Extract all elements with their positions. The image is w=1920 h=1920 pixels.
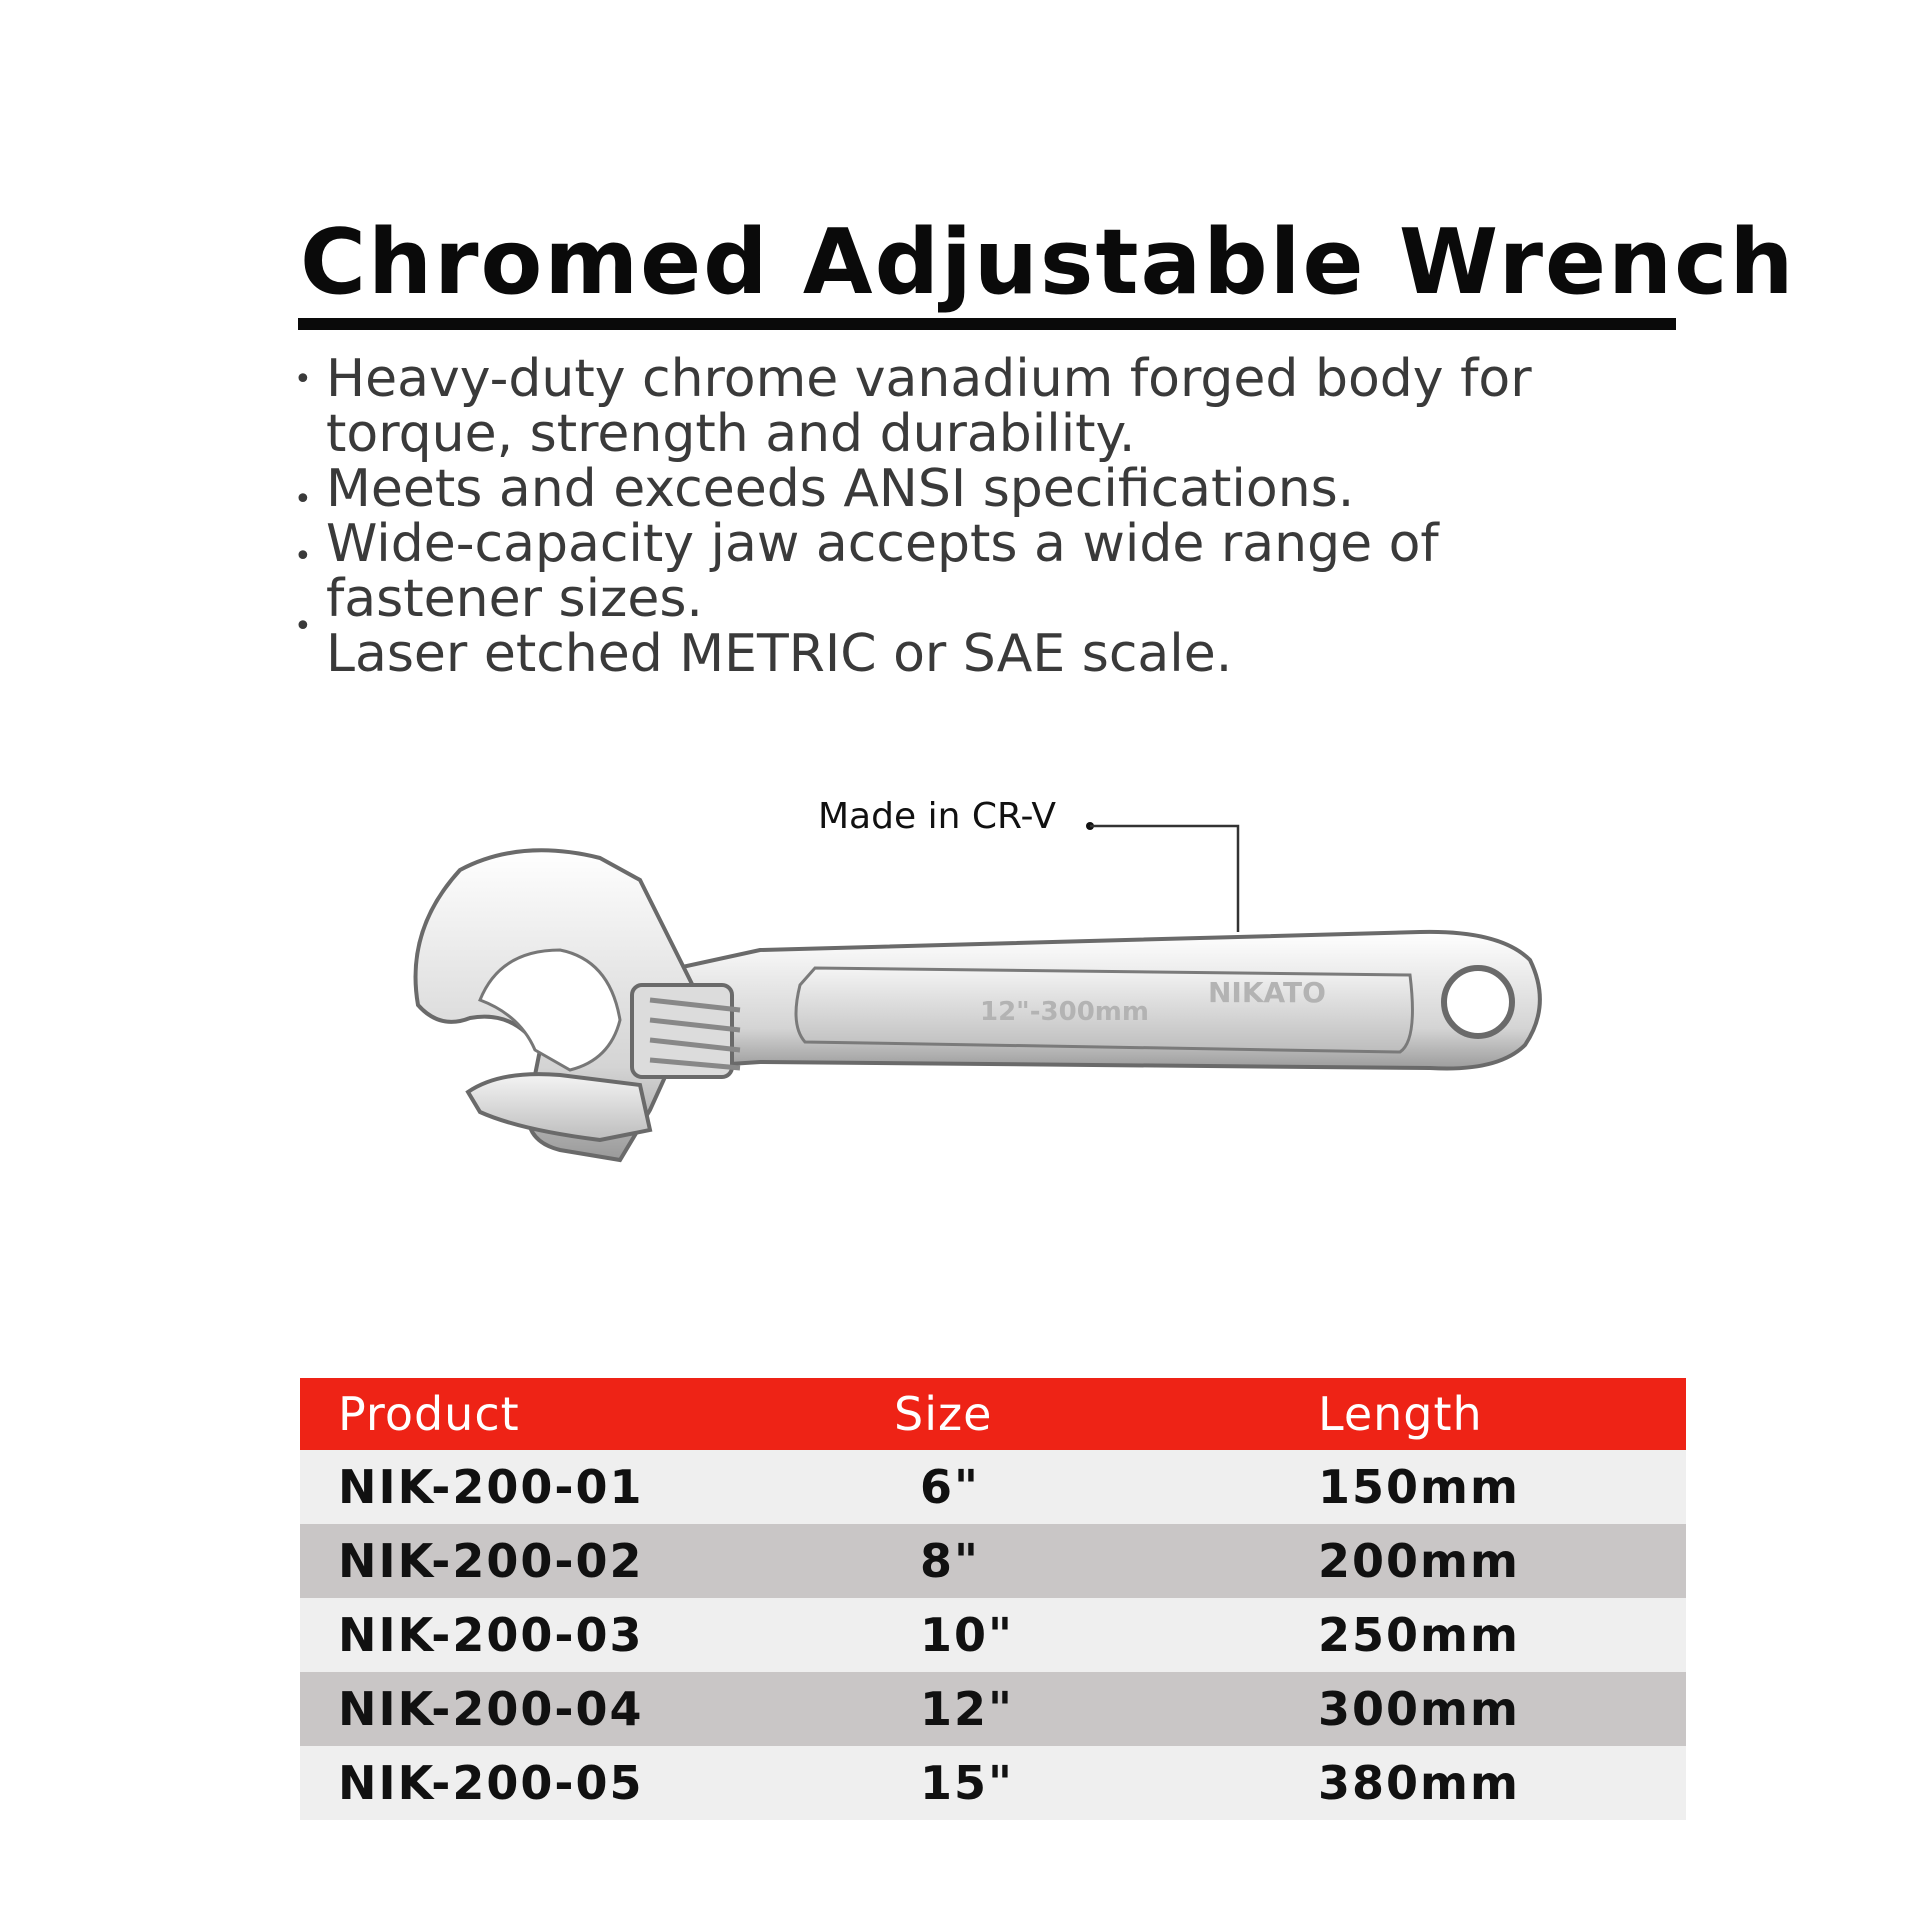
- wrench-image: [400, 780, 1560, 1200]
- cell-length: 150mm: [1318, 1450, 1686, 1524]
- cell-size: [894, 1450, 1318, 1524]
- feature-text: Heavy-duty chrome vanadium forged body for: [326, 349, 1532, 409]
- table-row: [300, 1450, 1686, 1524]
- cell-product: NIK-200-02: [300, 1524, 894, 1598]
- cell-length: 300mm: [1318, 1672, 1686, 1746]
- page-title: Chromed Adjustable Wrench: [300, 210, 1796, 315]
- callout-label: Made in CR-V: [818, 796, 1057, 837]
- title-underline: [298, 318, 1676, 330]
- bullet-icon: •: [294, 362, 312, 397]
- cell-product: NIK-200-03: [300, 1598, 894, 1672]
- cell-length: 380mm: [1318, 1746, 1686, 1820]
- cell-size: [894, 1746, 1318, 1820]
- feature-text: Wide-capacity jaw accepts a wide range of: [326, 514, 1439, 574]
- cell-size-value: 6": [920, 1460, 980, 1514]
- bullet-icon: •: [294, 482, 312, 517]
- table-row: [300, 1746, 1686, 1820]
- cell-product: NIK-200-01: [300, 1450, 894, 1524]
- movable-jaw: [468, 1074, 650, 1140]
- cell-size: [894, 1672, 1318, 1746]
- callout-leader: [1090, 826, 1238, 932]
- feature-item: [294, 349, 1694, 464]
- table-header-row: [300, 1378, 1686, 1450]
- cell-length: 200mm: [1318, 1524, 1686, 1598]
- brand-marking: NIKATO: [1208, 976, 1326, 1009]
- feature-item: [294, 459, 1694, 519]
- feature-item: [294, 514, 1694, 629]
- cell-size: [894, 1524, 1318, 1598]
- cell-size-value: 10": [920, 1608, 1014, 1662]
- feature-list: [294, 349, 1694, 684]
- header-size: Size: [894, 1378, 1318, 1450]
- feature-text: Meets and exceeds ANSI specifications.: [326, 459, 1355, 519]
- bullet-icon: •: [294, 539, 312, 574]
- hang-hole: [1444, 968, 1512, 1036]
- feature-text: Laser etched METRIC or SAE scale.: [326, 624, 1233, 684]
- cell-size-value: 15": [920, 1756, 1014, 1810]
- bullet-icon: •: [294, 609, 312, 644]
- cell-length: 250mm: [1318, 1598, 1686, 1672]
- cell-product: NIK-200-05: [300, 1746, 894, 1820]
- header-product: Product: [300, 1378, 894, 1450]
- cell-size-value: 8": [920, 1534, 980, 1588]
- table-row: [300, 1672, 1686, 1746]
- feature-text: torque, strength and durability.: [326, 404, 1136, 464]
- scale-marking: 12"-300mm: [980, 997, 1149, 1027]
- cell-size-value: 12": [920, 1682, 1014, 1736]
- spec-table: [300, 1378, 1686, 1820]
- table-row: [300, 1598, 1686, 1672]
- table-row: [300, 1524, 1686, 1598]
- cell-product: NIK-200-04: [300, 1672, 894, 1746]
- cell-size: [894, 1598, 1318, 1672]
- header-length: Length: [1318, 1378, 1686, 1450]
- feature-item: [294, 609, 1694, 684]
- feature-text: fastener sizes.: [326, 569, 703, 629]
